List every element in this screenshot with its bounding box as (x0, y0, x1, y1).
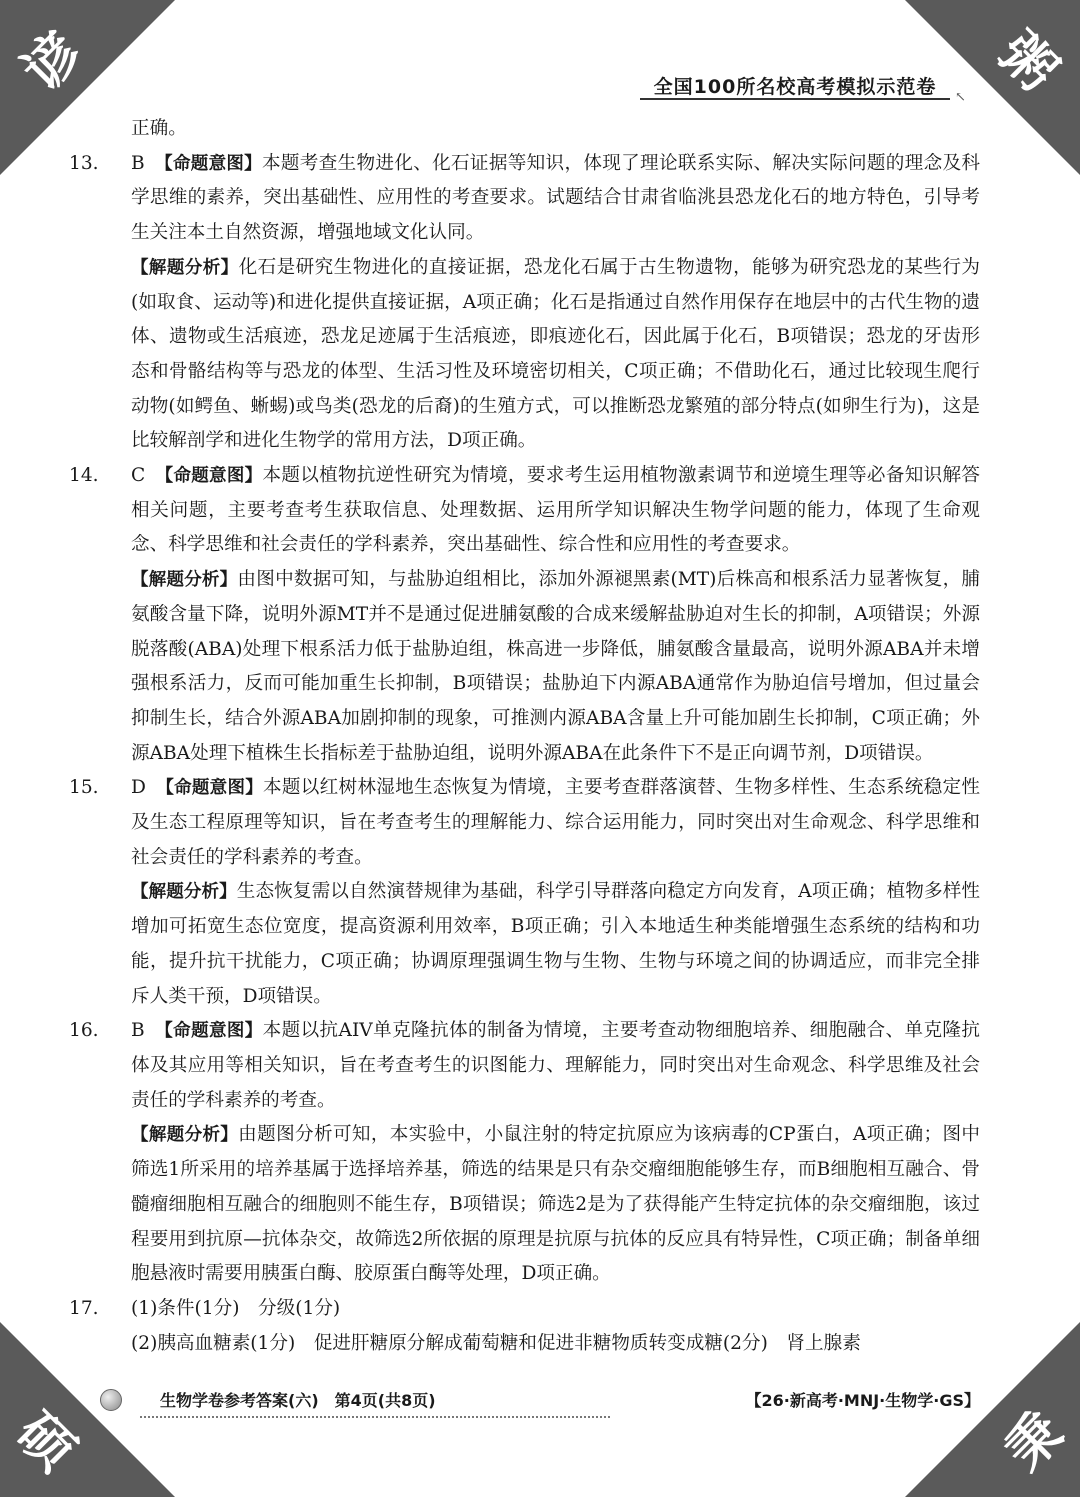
answer-content (69, 112, 981, 1361)
continuation-text: 正确。 (131, 118, 187, 139)
intent-text: 本题以植物抗逆性研究为情境，要求考生运用植物激素调节和逆境生理等必备知识解答相关问题，主要考查考生获取信息、处理数据、运用所学知识解决生物学问题的能力，体现了生命观念、科学思维和社会责任的学科素养，突出基础性、综合性和应用性的考查要求。 (131, 465, 980, 556)
question-17 (69, 1292, 980, 1361)
footer-circle-icon (100, 1389, 122, 1411)
question-number: 16. (69, 1020, 99, 1042)
intent-text: 本题以抗AIV单克隆抗体的制备为情境，主要考查动物细胞培养、细胞融合、单克隆抗体及其应用等相关知识，旨在考查考生的识图能力、理解能力，同时突出对生命观念、科学思维及社会责任的学科素养的考查。 (131, 1020, 981, 1111)
corner-char-top-left: 谚 (10, 19, 94, 103)
intent-tag: 【命题意图】 (165, 778, 264, 799)
answer-letter: B (131, 152, 145, 174)
intent-tag: 【命题意图】 (164, 1021, 263, 1042)
intent-text: 本题以红树林湿地生态恢复为情境，主要考查群落演替、生物多样性、生态系统稳定性及生态工程原理等知识，旨在考查考生的理解能力、综合运用能力，同时突出对生命观念、科学思维和社会责任的学科素养的考查。 (131, 777, 980, 868)
answer-letter: D (131, 777, 146, 799)
page-header: 全国100所名校高考模拟示范卷 (640, 72, 950, 100)
question-number: 15. (69, 777, 99, 799)
footer-exam-code: 【26·新高考·MNJ·生物学·GS】 (745, 1391, 980, 1410)
question-number: 17. (69, 1297, 99, 1319)
analysis-tag: 【解题分析】 (131, 257, 239, 278)
intent-tag: 【命题意图】 (164, 466, 263, 487)
question-16 (69, 1014, 981, 1292)
header-flourish-icon: ↖ (955, 90, 966, 105)
footer-page-info: 生物学卷参考答案(六) 第4页(共8页) (160, 1391, 436, 1410)
intent-tag: 【命题意图】 (163, 153, 262, 174)
answer-letter: B (131, 1020, 145, 1042)
footer-divider (140, 1412, 610, 1418)
answer-line-1: (1)条件(1分) 分级(1分) (131, 1297, 341, 1319)
corner-char-bottom-right: 秉 (992, 1399, 1076, 1483)
question-14 (69, 459, 980, 771)
analysis-text: 化石是研究生物进化的直接证据，恐龙化石属于古生物遗物，能够为研究恐龙的某些行为(如取食、运动等)和进化提供直接证据，A项正确；化石是指通过自然作用保存在地层中的古代生物的遗体、遗物或生活痕迹，恐龙足迹属于生活痕迹，即痕迹化石，因此属于化石，B项错误；恐龙的牙齿形态和骨骼结构等与恐龙的体型、生活习性及环境密切相关，C项正确；不借助化石，通过比较现生爬行动物(如鳄鱼、蜥蜴)或鸟类(恐龙的后裔)的生殖方式，可以推断恐龙繁殖的部分特点(如卵生行为)，这是比较解剖学和进化生物学的常用方法，D项正确。 (131, 256, 980, 452)
question-number: 14. (69, 465, 99, 487)
page-footer (100, 1386, 980, 1418)
intent-text: 本题考查生物进化、化石证据等知识，体现了理论联系实际、解决实际问题的理念及科学思维的素养，突出基础性、应用性的考查要求。试题结合甘肃省临洮县恐龙化石的地方特色，引导考生关注本土自然资源，增强地域文化认同。 (131, 152, 980, 244)
question-15 (69, 771, 981, 1014)
answer-letter: C (131, 465, 146, 487)
answer-line-2: (2)胰高血糖素(1分) 促进肝糖原分解成葡萄糖和促进非糖物质转变成糖(2分) 肾上腺素 (131, 1332, 861, 1354)
corner-char-top-right: 粥 (986, 19, 1070, 103)
corner-char-bottom-left: 硕 (4, 1399, 88, 1483)
analysis-text: 由题图分析可知，本实验中，小鼠注射的特定抗原应为该病毒的CP蛋白，A项正确；图中筛选1所采用的培养基属于选择培养基，筛选的结果是只有杂交瘤细胞能够生存，而B细胞相互融合、骨髓瘤细胞相互融合的细胞则不能生存，B项错误；筛选2是为了获得能产生特定抗体的杂交瘤细胞，该过程要用到抗原—抗体杂交，故筛选2所依据的原理是抗原与抗体的反应具有特异性，C项正确；制备单细胞悬液时需要用胰蛋白酶、胶原蛋白酶等处理，D项正确。 (131, 1124, 981, 1285)
analysis-tag: 【解题分析】 (131, 570, 238, 591)
analysis-tag: 【解题分析】 (131, 1125, 239, 1146)
question-13 (69, 147, 980, 459)
analysis-text: 生态恢复需以自然演替规律为基础，科学引导群落向稳定方向发育，A项正确；植物多样性增加可拓宽生态位宽度，提高资源利用效率，B项正确；引入本地适生种类能增强生态系统的结构和功能，提升抗干扰能力，C项正确；协调原理强调生物与生物、生物与环境之间的协调适应，而非完全排斥人类干预，D项错误。 (131, 881, 981, 1007)
analysis-tag: 【解题分析】 (131, 882, 237, 903)
question-number: 13. (69, 152, 99, 174)
analysis-text: 由图中数据可知，与盐胁迫组相比，添加外源褪黑素(MT)后株高和根系活力显著恢复，脯氨酸含量下降，说明外源MT并不是通过促进脯氨酸的合成来缓解盐胁迫对生长的抑制，A项错误；外源脱落酸(ABA)处理下根系活力低于盐胁迫组，株高进一步降低，脯氨酸含量最高，说明外源ABA并未增强根系活力，反而可能加重生长抑制，B项错误；盐胁迫下内源ABA通常作为胁迫信号增加，但过量会抑制生长，结合外源ABA加剧抑制的现象，可推测内源ABA含量上升可能加剧生长抑制，C项正确；外源ABA处理下植株生长指标差于盐胁迫组，说明外源ABA在此条件下不是正向调节剂，D项错误。 (131, 569, 980, 764)
